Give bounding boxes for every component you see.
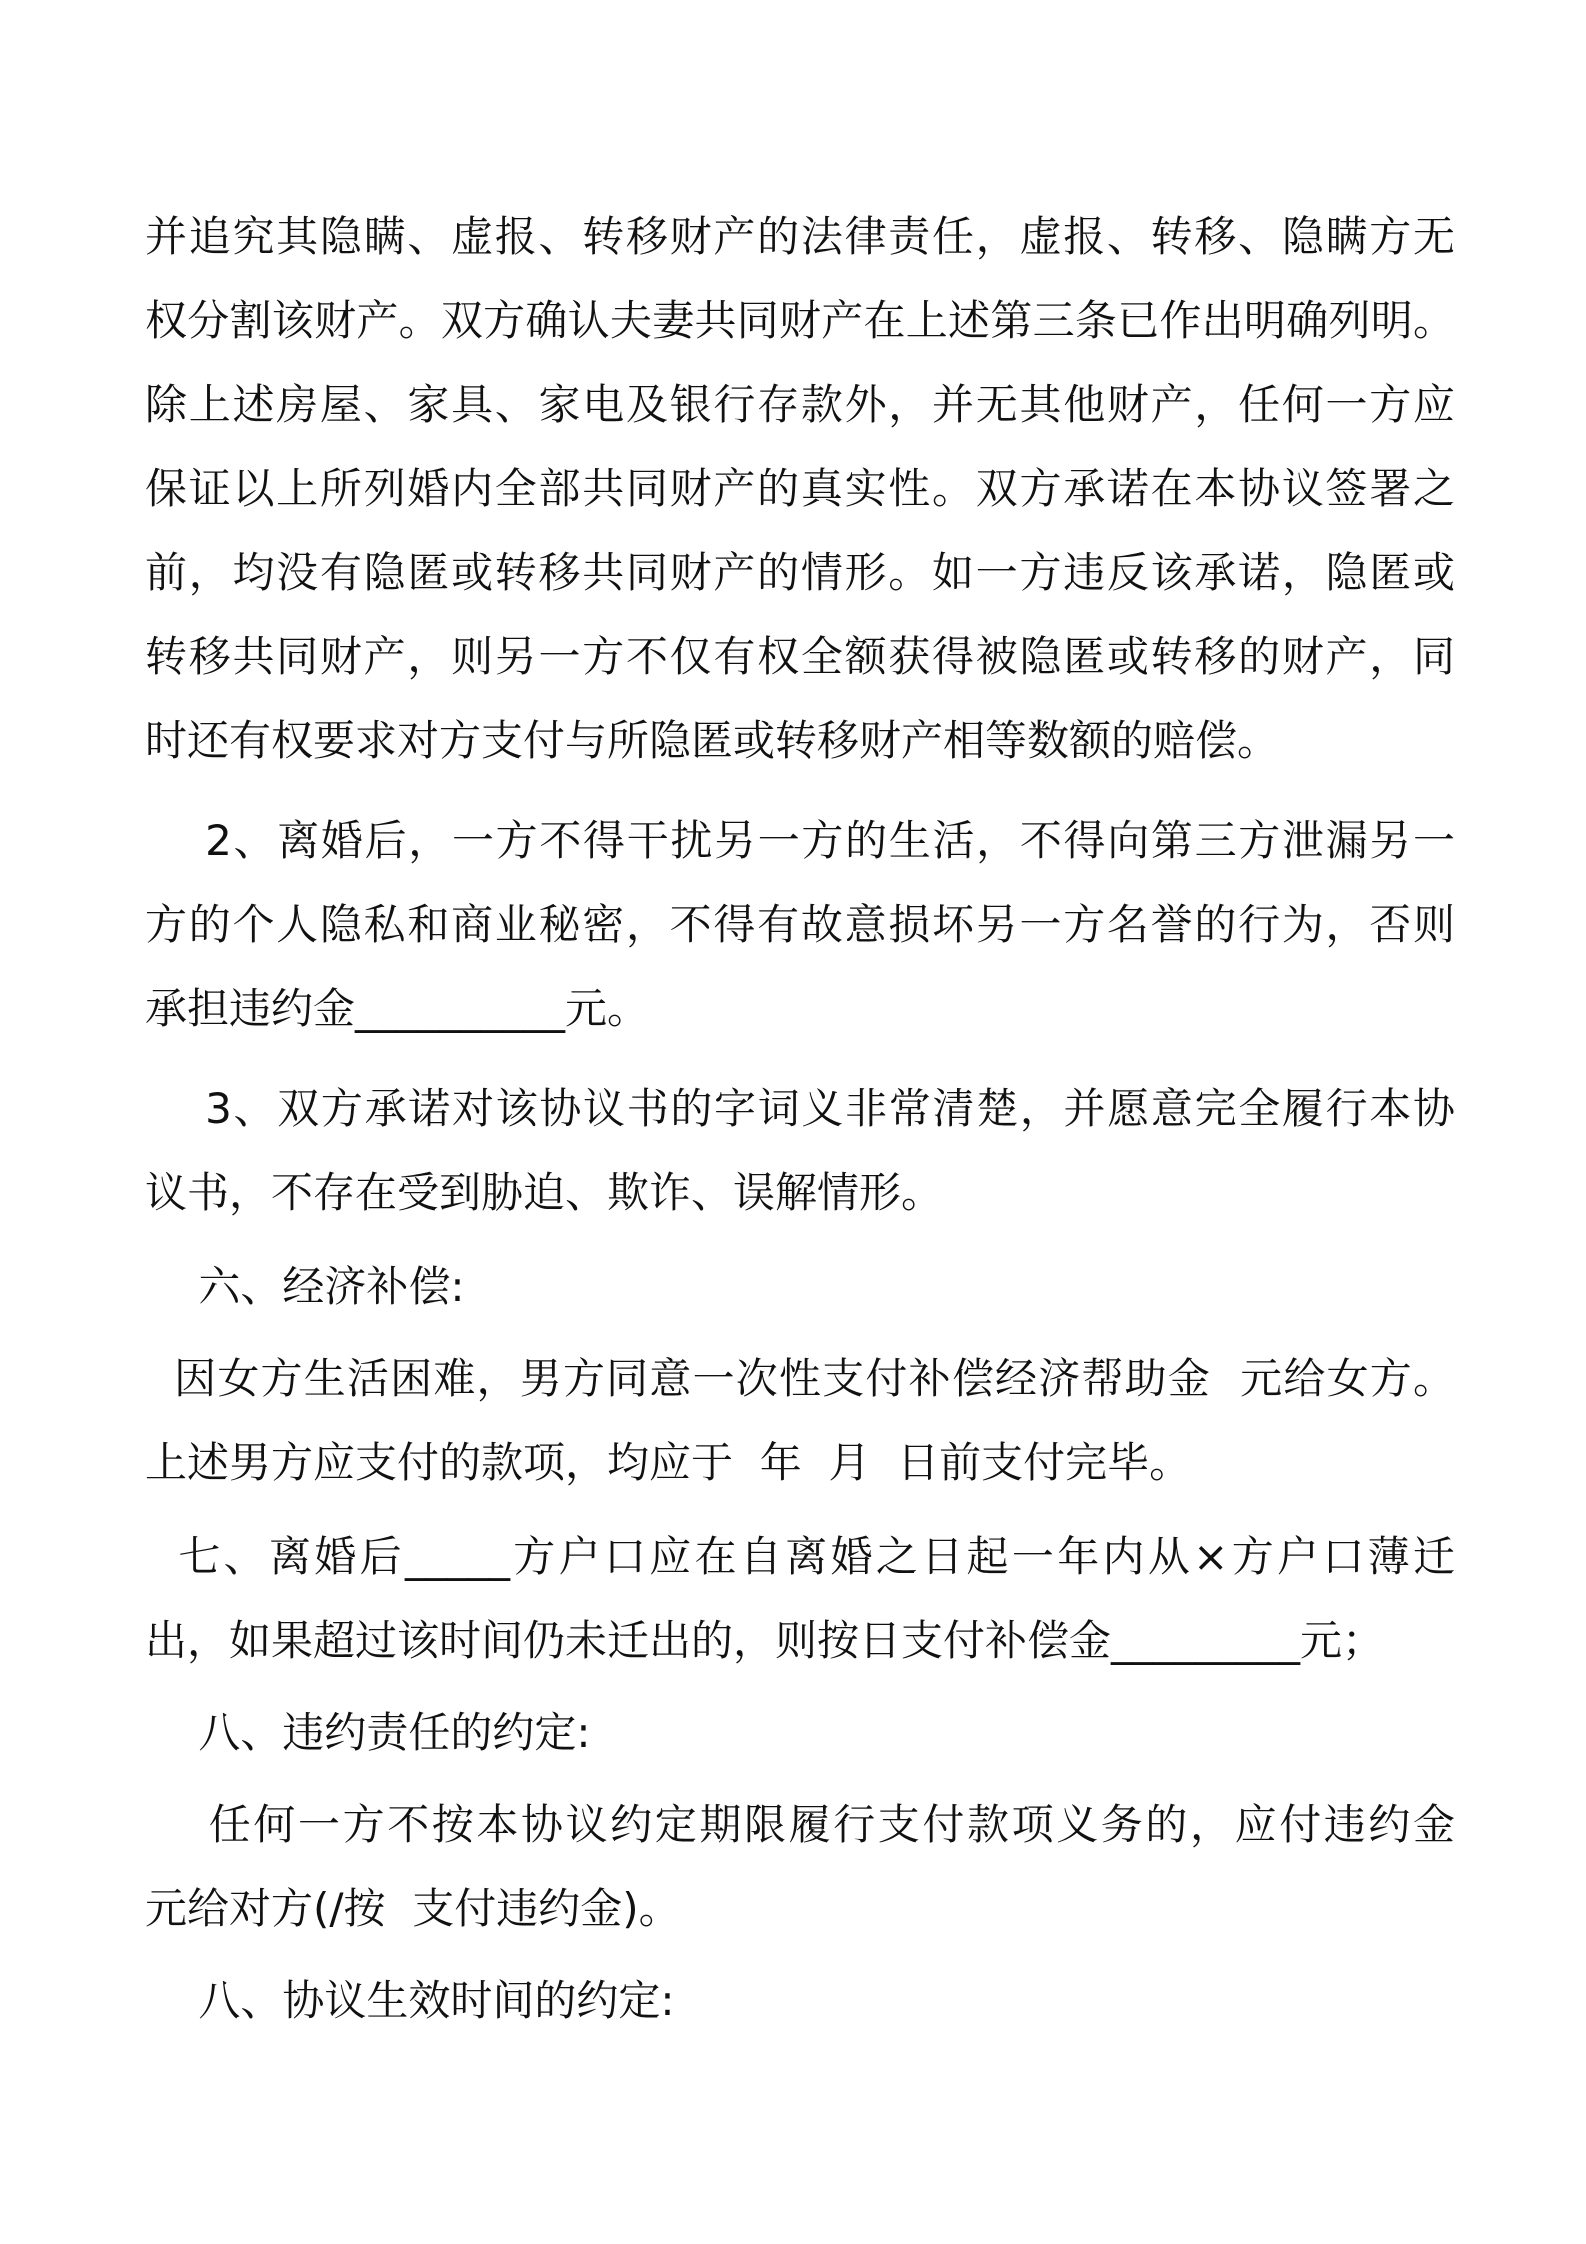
section-8-heading: 八、违约责任的约定: [145,1708,591,1757]
section-6-line-2: 上述男方应支付的款项，均应于 年 月 日前支付完毕。 [145,1438,1192,1487]
text-line-7: 时还有权要求对方支付与所隐匿或转移财产相等数额的赔偿。 [145,716,1280,765]
section-8-line-2: 元给对方(/按 支付违约金)。 [145,1884,681,1933]
section-7-line-1: 七、离婚后_____方户口应在自离婚之日起一年内从×方户口薄迁 [145,1532,1455,1581]
text-line-3: 除上述房屋、家具、家电及银行存款外，并无其他财产，任何一方应 [145,380,1455,429]
section-7-line-2: 出，如果超过该时间仍未迁出的，则按日支付补偿金_________元； [145,1616,1385,1665]
text-line-4: 保证以上所列婚内全部共同财产的真实性。双方承诺在本协议签署之 [145,464,1455,513]
clause-2-line-1: 2、离婚后，一方不得干扰另一方的生活，不得向第三方泄漏另一 [145,816,1455,865]
clause-2-line-3: 承担违约金__________元。 [145,984,650,1033]
effective-time-heading: 八、协议生效时间的约定: [145,1976,675,2025]
document-body [145,195,1455,2043]
text-line-6: 转移共同财产，则另一方不仅有权全额获得被隐匿或转移的财产，同 [145,632,1455,681]
clause-3-line-1: 3、双方承诺对该协议书的字词义非常清楚，并愿意完全履行本协 [145,1084,1455,1133]
text-line-5: 前，均没有隐匿或转移共同财产的情形。如一方违反该承诺，隐匿或 [145,548,1455,597]
clause-3-line-2: 议书，不存在受到胁迫、欺诈、误解情形。 [145,1168,944,1217]
section-8-line-1: 任何一方不按本协议约定期限履行支付款项义务的，应付违约金 [145,1800,1455,1849]
section-6-heading: 六、经济补偿: [145,1262,465,1311]
text-line-2: 权分割该财产。双方确认夫妻共同财产在上述第三条已作出明确列明。 [145,296,1455,345]
clause-2-line-2: 方的个人隐私和商业秘密，不得有故意损坏另一方名誉的行为，否则 [145,900,1455,949]
section-6-line-1: 因女方生活困难，男方同意一次性支付补偿经济帮助金 元给女方。 [145,1354,1455,1403]
text-line-1: 并追究其隐瞒、虚报、转移财产的法律责任，虚报、转移、隐瞒方无 [145,212,1455,261]
